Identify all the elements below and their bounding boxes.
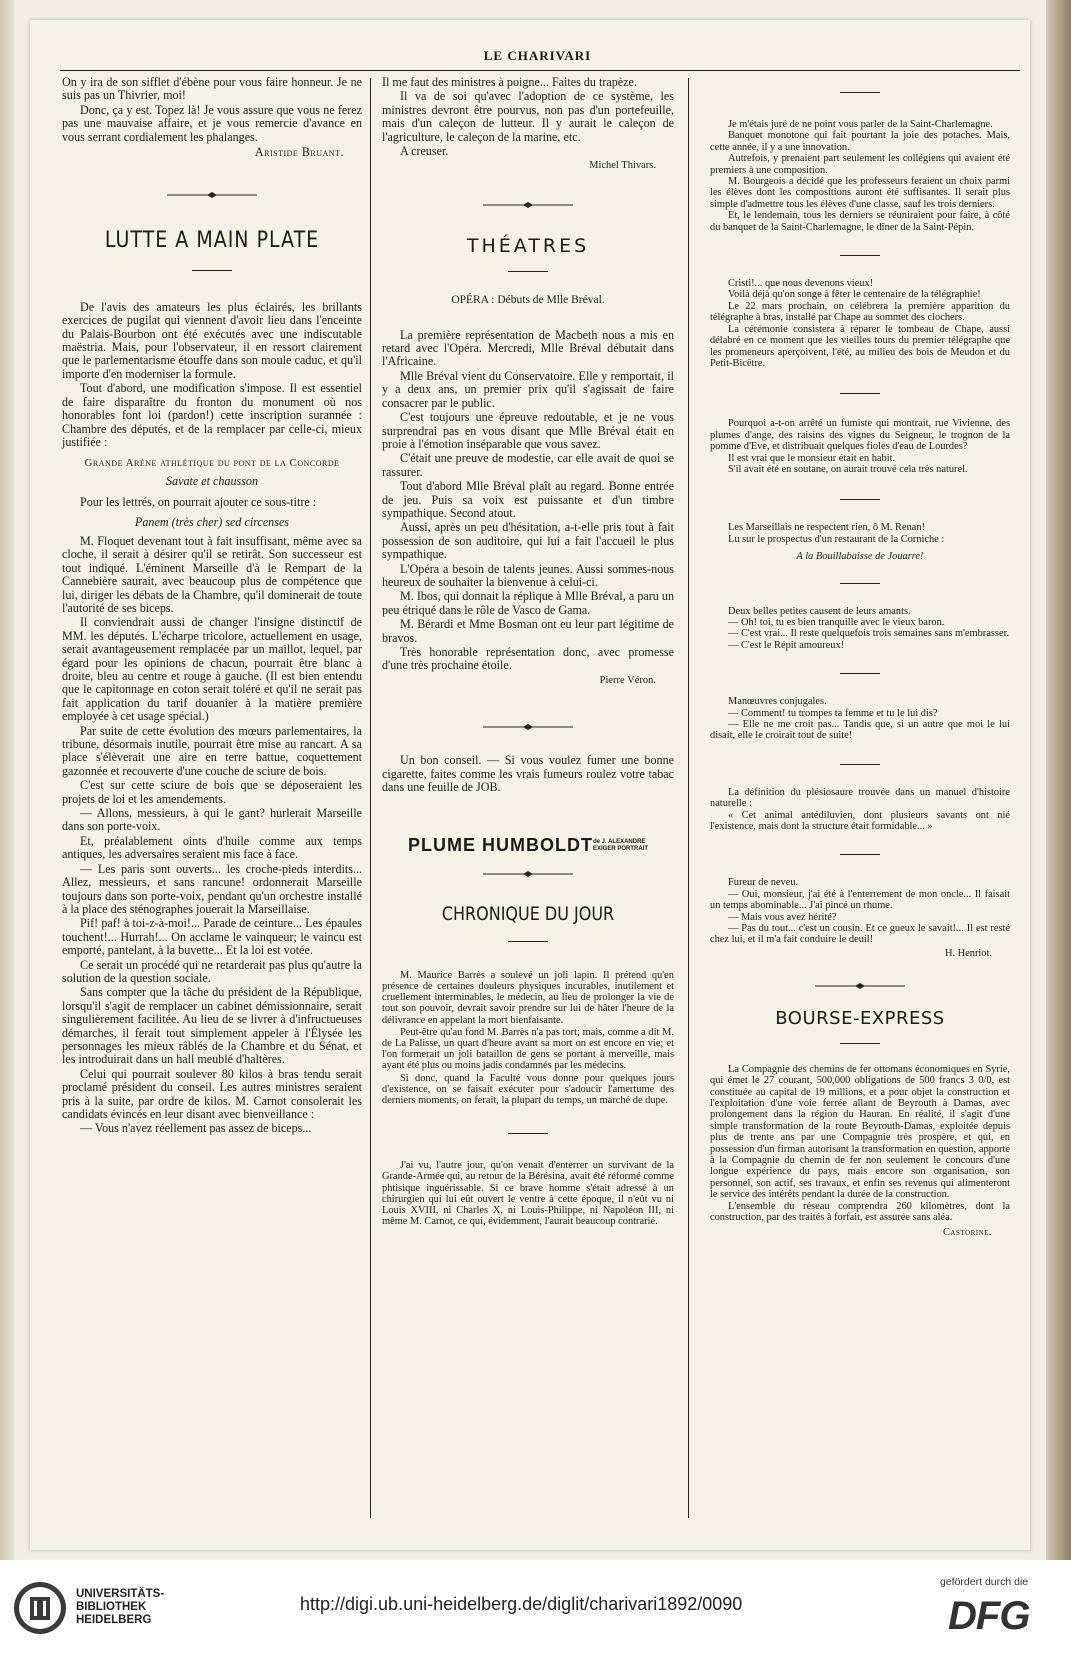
ornament-rule (483, 200, 573, 210)
masthead-rule (60, 70, 1020, 71)
paragraph: — Elle ne me croit pas... Tandis que, si un autre que moi le lui disait, elle le croirait tout de suite! (710, 719, 1010, 742)
paragraph: J'ai vu, l'autre jour, qu'on venait d'enterrer un survivant de la Grande-Armée qui, au retour de la Bérésina, avait été réformé comme phtisique inguérissable. Si ce brave homme s'était adressé à un chirurgien qui lui eût ouvert le ventre à cette époque, il n'eût vu ni Louis XVIII, ni Charles X, ni Louis-Philippe, ni Napoléon III, ni même M. Carnot, ce qui, évidemment, l'aurait beaucoup contrarié. (382, 1160, 674, 1228)
paragraph: M. Bérardi et Mme Bosman ont eu leur part légitime de bravos. (382, 617, 674, 645)
paragraph: Sans compter que la tâche du président de la République, lorsqu'il s'agit de remplacer un cabinet démissionnaire, serait singulièrement facilitée. Au lieu de se livrer à d'infructueuses démarches, il ferait tout simplement appeler à l'Élysée les personnages les mieux râblés de la Chambre et du Sénat, et les introduirait dans un hall meublé d'haltères. (62, 985, 362, 1067)
paragraph: — Allons, messieurs, à qui le gant? hurlerait Marseille dans son porte-voix. (62, 806, 362, 834)
scan-margin-strip (0, 0, 14, 1560)
paragraph: — Comment! tu trompes ta femme et tu le lui dis? (728, 707, 938, 719)
motto: Panem (très cher) sed circenses (134, 514, 290, 529)
paragraph: Il conviendrait aussi de changer l'insigne distinctif de MM. les députés. L'écharpe tricolore, actuellement en usage, serait avantageusement remplacée par un maillot, lequel, par égard pour les opinions de chacun, pourrait être blanc à droite, bleu au centre et rouge à gauche. (Il est bien entendu que le capitonnage en coton serait toléré et qu'il ne serait pas fait application du tarif douanier à la matière première employée à cet usage spécial.) (62, 615, 362, 724)
paragraph: C'est sur cette sciure de bois que se déposeraient les projets de loi et les amendements. (62, 778, 362, 806)
paragraph: Aussi, après un peu d'hésitation, a-t-elle pris tout à fait possession de son auditoire, qui lui a fait l'accueil le plus sympathique. (382, 520, 674, 562)
paragraph: M. Bourgeois a décidé que les professeurs feraient un choix parmi les élèves dont les compositions auront été suffisantes. Il serait plus simple d'admettre tous les élèves d'une classe, sauf les trois derniers. (710, 176, 1010, 210)
ornament-rule (815, 981, 905, 991)
permalink-url[interactable]: http://digi.ub.uni-heidelberg.de/diglit/charivari1892/0090 (300, 1594, 743, 1614)
library-name-line: HEIDELBERG (76, 1614, 152, 1626)
paragraph: Tout d'abord Mlle Bréval plaît au regard. Bonne entrée de jeu. Puis sa voix est puissante et d'un timbre sympathique. Second atout. (382, 479, 674, 520)
signature: Aristide Bruant. (254, 145, 344, 160)
advert-plume-small-2: EXIGER PORTRAIT (592, 846, 648, 853)
column-1 (62, 76, 362, 1137)
paragraph: — Oh! toi, tu es bien tranquille avec le vieux baron. (728, 616, 945, 628)
advert-plume-small-1: de J. ALEXANDRE (592, 839, 646, 846)
paragraph: C'est toujours une épreuve redoutable, et je ne vous surprendrai pas en vous disant que Mlle Bréval était en proie à l'émotion inséparable que vous savez. (382, 410, 674, 451)
paragraph: La définition du plésiosaure trouvée dans un manuel d'histoire naturelle : (710, 786, 1010, 810)
viewer-footer (0, 1560, 1071, 1657)
university-library-logo-icon[interactable] (12, 1580, 68, 1636)
paragraph: Il va de soi qu'avec l'adoption de ce système, les ministres devront être pourvus, non pas d'un portefeuille, mais d'un caleçon de lutteur. Il y aurait le caleçon de l'agriculture, le caleçon de la marine, etc. (382, 89, 674, 144)
advert-plume-title: PLUME HUMBOLDT (408, 835, 593, 856)
paragraph: — C'est le Répit amoureux! (728, 639, 845, 651)
paragraph: Pif! paf! à toi-z-à-moi!... Parade de ceinture... Les épaules touchent!... Hurrah!... On acclame le vainqueur; le vaincu est emporté, pantelant, à la buvette... Et la loi est votée. (62, 916, 362, 958)
paragraph: Celui qui pourrait soulever 80 kilos à bras tendu serait proclamé président du conseil. Les autres ministres seraient pris à la suite, par ordre de kilos. M. Carnot consolerait les candidats évincés en leur disant avec bienveillance : (62, 1066, 362, 1121)
paragraph: Le 22 mars prochain, on célébrera la première apparition du télégraphe à bras, installé par Chape au sommet des clochers. (710, 300, 1010, 324)
paragraph: Si donc, quand la Faculté vous donne pour quelques jours d'existence, on se faisait exécuter pour s'adoucir l'amertume des derniers moments, on ferait, la plupart du temps, un marché de dupe. (382, 1072, 674, 1107)
signature: Pierre Véron. (599, 674, 656, 686)
paragraph: — Vous n'avez réellement pas assez de biceps... (80, 1121, 312, 1136)
paragraph: De l'avis des amateurs les plus éclairés, les brillants exercices de pugilat qui viennent d'avoir lieu dans l'enceinte du Palais-Bourbon ont été exécutés avec une indiscutable maëstria. Mais, pour l'observateur, il en ressort clairement que le parlementarisme étouffe dans son moule caduc, et qu'il importe d'en moderniser la formule. (62, 299, 362, 381)
section-title-bourse: BOURSE-EXPRESS (775, 1008, 945, 1030)
paragraph: Cristi!... que nous devenons vieux! (728, 278, 874, 290)
column-3 (710, 76, 1010, 1239)
paragraph: L'ensemble du réseau comprendra 260 kilomètres, dont la construction, par des traités à forfait, est assurée sans aléa. (710, 1200, 1010, 1223)
advert-plume-smallprint (593, 839, 648, 853)
paragraph: — C'est vrai... Il reste quelquefois trois semaines sans m'embrasser. (728, 628, 1010, 640)
sponsor-text: gefördert durch die (940, 1576, 1029, 1588)
paragraph: S'il avait été en soutane, on aurait trouvé cela très naturel. (728, 463, 968, 475)
paragraph: On y ira de son sifflet d'ébène pour vous faire honneur. Je ne suis pas un Thivrier, moi! (62, 75, 362, 103)
ornament-rule (483, 722, 573, 732)
article-title: LUTTE A MAIN PLATE (104, 227, 320, 253)
paragraph: La cérémonie consistera à réparer le tombeau de Chape, aussi délabré en ce moment que les vieilles tours du premier télégraphe que les promeneurs aperçoivent, l'été, au milieu des bois de Meudon et du Petit-Bicêtre. (710, 323, 1010, 369)
paragraph: Banquet monotone qui fait pourtant la joie des potaches. Mais, cette année, il y a une innovation. (710, 130, 1010, 153)
dfg-logo[interactable]: DFG (948, 1594, 1030, 1638)
restaurant-name: A la Bouillabaisse de Jouarre! (796, 551, 924, 563)
paragraph: Et, le lendemain, tous les derniers se réuniraient pour faire, à côté du banquet de la Saint-Charlemagne, le dîner de la Saint-Pépin. (710, 210, 1010, 233)
paragraph: Je m'étais juré de ne point vous parler de la Saint-Charlemagne. (728, 119, 993, 130)
paragraph: L'Opéra a besoin de talents jeunes. Aussi sommes-nous heureux de souhaiter la bienvenue à celui-ci. (382, 561, 674, 589)
column-rule-1 (370, 78, 371, 1518)
advert-plume-humboldt (382, 835, 674, 856)
column-2 (382, 76, 674, 1229)
paragraph: Pour les lettrés, on pourrait ajouter ce sous-titre : (80, 495, 317, 510)
section-title-chronique: CHRONIQUE DU JOUR (441, 902, 615, 925)
masthead: LE CHARIVARI (483, 48, 592, 63)
paragraph: Manœuvres conjugales. (728, 696, 827, 708)
paragraph: — Mais vous avez hérité? (728, 911, 837, 923)
paragraph: M. Ibos, qui donnait la réplique à Mlle Bréval, a paru un peu étriqué dans le rôle de Vasco de Gama. (382, 589, 674, 617)
paragraph: Tout d'abord, une modification s'impose. Il est essentiel de faire disparaître du fronton du monument où nos honorables font loi (pardon!) cette inscription surannée : Chambre des députés, et de la remplacer par celle-ci, mieux justifiée : (62, 381, 362, 449)
ornament-rule (167, 190, 257, 200)
paragraph: Fureur de neveu. (728, 877, 799, 889)
paragraph: La première représentation de Macbeth nous a mis en retard avec l'Opéra. Mercredi, Mlle Bréval débutait dans l'Africaine. (382, 327, 674, 369)
paragraph: — Oui, monsieur, j'ai été à l'enterrement de mon oncle... Il faisait un temps abominable... J'ai pincé un rhume. (710, 888, 1010, 912)
page-edge (1046, 0, 1071, 1560)
column-rule-2 (688, 78, 689, 1518)
paragraph: Mlle Bréval vient du Conservatoire. Elle y remportait, il y a deux ans, un premier prix qu'il s'agissait de faire consacrer par le public. (382, 368, 674, 410)
paragraph: Voilà déjà qu'on songe à fêter le centenaire de la télégraphie! (728, 289, 981, 301)
paragraph: — Pas du tout... c'est un cousin. Et ce gueux le savait!... Il est resté chez lui, et il m'a fait conduire le deuil! (710, 923, 1010, 946)
paragraph: — Les paris sont ouverts... les croche-pieds interdits... Allez, messieurs, et sans rancune! ordonnerait Marseille toujours dans son porte-voix, pendant qu'un orchestre installé à la place des sténographes jouerait la Marseillaise. (62, 861, 362, 916)
paragraph: Lu sur le prospectus d'un restaurant de la Corniche : (728, 533, 945, 545)
paragraph: M. Floquet devenant tout à fait insuffisant, même avec sa cloche, il serait à désirer qu'il se retirât. Son successeur est tout indiqué. L'éminent Marseille d'à le Rempart de la Cannebière saurait, avec beaucoup plus de compétence que lui, diriger les débats de la Chambre, qu'il dominerait de toute l'autorité de ses biceps. (62, 533, 362, 615)
inscription-line: Grande Arène athlétique du pont de la Concorde (84, 457, 340, 470)
signature: Castorine. (942, 1227, 992, 1239)
paragraph: M. Maurice Barrès a soulevé un joli lapin. Il prétend qu'en présence de certaines douleurs physiques incurables, inutilement et cruellement interminables, le médecin, au lieu de prolonger la vie de tout son pouvoir, devrait savoir prendre sur lui de hâter l'heure de la délivrance en appelant la mort bienfaisante. (382, 969, 674, 1026)
section-title-theatres: THÉATRES (466, 234, 590, 257)
university-library-name[interactable] (76, 1588, 164, 1627)
paragraph: Et, préalablement oints d'huile comme aux temps antiques, les adversaires seraient mis face à face. (62, 833, 362, 862)
signature: Michel Thivars. (589, 160, 656, 172)
paragraph: La Compagnie des chemins de fer ottomans économiques en Syrie, qui émet le 27 courant, 500,000 obligations de 500 francs 3 0/0, est constituée au capital de 19 millions, et a pour objet la construction et l'exploitation d'une voie ferrée allant de Beyrouth à Damas, avec prolongement dans la région du Hauran. En réalité, il s'agit d'une simple transformation de la route Beyrouth-Damas, exploitée depuis plus de trente ans par une Compagnie très prospère, et qui, en possession d'un firman autorisant la transformation en question, apporte à la Compagnie du chemin de fer non seulement le concours d'une longue expérience du pays, mais encore son organisation, son personnel, son actif, ses travaux, et enfin ses revenus qui alimenteront le service des intérêts pendant la durée de la construction. (710, 1063, 1010, 1201)
paragraph: Peut-être qu'au fond M. Barrès n'a pas tort; mais, comme a dit M. de La Palisse, un quart d'heure avant sa mort on est encore en vie; et l'on formerait un joli bataillon de gens se portant à merveille, mais ayant été plus ou moins jadis condamnés par les médecins. (382, 1026, 674, 1072)
library-name-line: BIBLIOTHEK (76, 1601, 147, 1613)
paragraph: C'était une preuve de modestie, car elle avait de quoi se rassurer. (382, 451, 674, 479)
paragraph: Il est vrai que le monsieur était en habit. (728, 452, 896, 464)
paragraph: Autrefois, y prenaient part seulement les collégiens qui avaient été premiers à une composition. (710, 153, 1010, 176)
paragraph: Pourquoi a-t-on arrêté un fumiste qui montrait, rue Vivienne, des plumes d'ange, des raisins des vignes du Seigneur, le trognon de la pomme d'Eve, et distribuait quelques fioles d'eau de Lourdes? (710, 418, 1010, 453)
paragraph: Il me faut des ministres à poigne... Faites du trapèze. (382, 75, 637, 89)
signature: H. Henriot. (944, 947, 992, 959)
advert-job: Un bon conseil. — Si vous voulez fumer une bonne cigarette, faites comme les vrais fumeurs roulez votre tabac dans une feuille de JOB. (382, 753, 674, 795)
paragraph: Très honorable représentation donc, avec promesse d'une très prochaine étoile. (382, 645, 674, 673)
paragraph: Par suite de cette évolution des mœurs parlementaires, la tribune, désormais inutile, pourrait être mise au rancart. A sa place s'élèverait une aire en terre battue, coquettement gazonnée et recouverte d'une couche de sciure de bois. (62, 723, 362, 778)
paragraph: « Cet animal antédiluvien, dont plusieurs savants ont nié l'existence, mais dont la structure était formidable... » (710, 809, 1010, 833)
library-name-line: UNIVERSITÄTS- (76, 1588, 165, 1600)
ornament-rule (483, 869, 573, 879)
inscription-subline: Savate et chausson (165, 473, 259, 488)
review-subtitle: OPÉRA : Débuts de Mlle Bréval. (451, 294, 605, 307)
paragraph: Deux belles petites causent de leurs amants. (728, 605, 911, 617)
paragraph: Donc, ça y est. Topez là! Je vous assure que vous ne ferez pas une mauvaise affaire, et je vous remercie d'avance en vous serrant cordialement les phalanges. (62, 102, 362, 144)
paragraph: Ce serait un procédé qui ne retarderait pas plus qu'autre la solution de la question sociale. (62, 957, 362, 985)
paragraph: Les Marseillais ne respectent rien, ô M. Renan! (728, 522, 926, 534)
paragraph: A creuser. (400, 144, 449, 159)
